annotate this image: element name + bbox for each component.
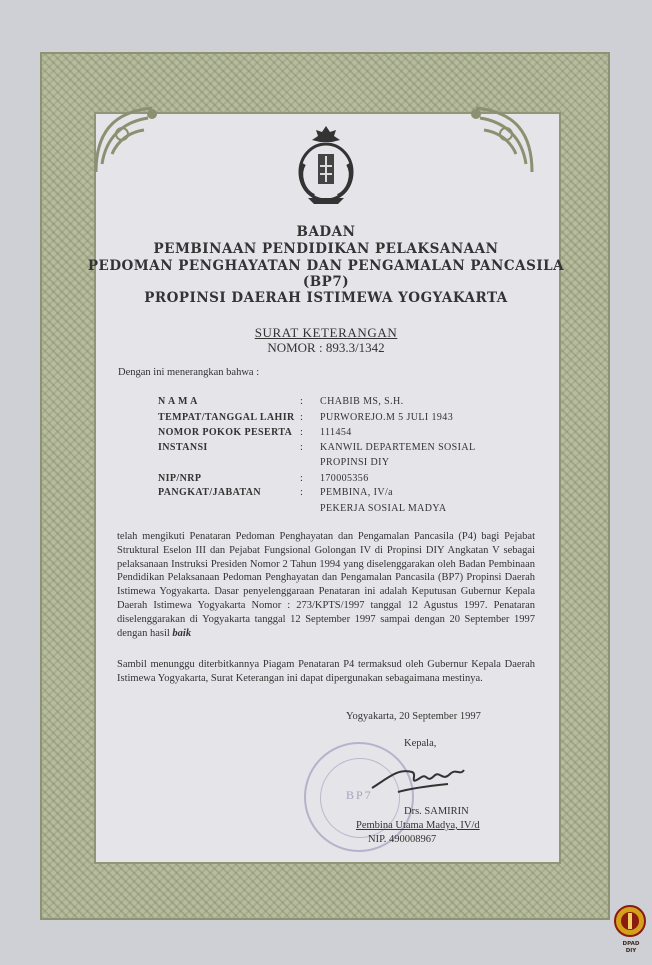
corner-ornament-top-right-icon: [454, 104, 536, 176]
place-date: Yogyakarta, 20 September 1997: [346, 711, 481, 722]
signatory-rank: Pembina Utama Madya, IV/d: [356, 820, 480, 831]
field-colon: :: [300, 473, 303, 484]
field-label-rank: PANGKAT/JABATAN: [158, 487, 262, 498]
signatory-position: Kepala,: [404, 738, 437, 749]
logo-caption-2: DIY: [625, 948, 637, 954]
field-colon: :: [300, 412, 303, 423]
header-line-4: (BP7): [302, 274, 350, 290]
field-label-institution: INSTANSI: [158, 442, 208, 453]
field-value-nip: 170005356: [320, 473, 369, 484]
field-colon: :: [300, 396, 303, 407]
logo-caption-1: DPAD: [622, 941, 640, 947]
field-value-name: CHABIB MS, S.H.: [320, 396, 404, 407]
field-label-participant-number: NOMOR POKOK PESERTA: [158, 427, 293, 438]
dpad-logo-icon: [614, 905, 646, 937]
field-colon: :: [300, 442, 303, 453]
field-value-institution-line2: PROPINSI DIY: [320, 457, 390, 468]
document-number: NOMOR : 893.3/1342: [267, 340, 385, 355]
field-colon: :: [300, 487, 303, 498]
field-value-participant-number: 111454: [320, 427, 352, 438]
intro-text: Dengan ini menerangkan bahwa :: [118, 367, 260, 378]
signatory-name: Drs. SAMIRIN: [404, 806, 469, 817]
field-value-rank: PEMBINA, IV/a: [320, 487, 393, 498]
field-label-nip: NIP/NRP: [158, 473, 202, 484]
signatory-nip: NIP. 490008967: [368, 834, 437, 845]
result-text: baik: [172, 627, 192, 639]
field-value-institution: KANWIL DEPARTEMEN SOSIAL: [320, 442, 476, 453]
body-paragraph-1-text: telah mengikuti Penataran Pedoman Penghayatan dan Pengamalan Pancasila (P4) bagi Pejabat Struktural Eselon III dan Pejabat Fungsional Golongan IV di Propinsi DIY Angkatan V sebagai pelaksanaan Instruksi Presiden Nomor 2 Tahun 1994 yang diselenggarakan oleh Badan Pembinaan Pendidikan Pelaksanaan Pedoman Penghayatan dan Pengamalan Pancasila (BP7) Propinsi Daerah Istimewa Yogyakarta. Dasar penyelenggaraan Penataran ini adalah Keputusan Gubernur Kepala Daerah Istimewa Yogyakarta Nomor : 273/KPTS/1997 tanggal 12 Agustus 1997. Penataran diselenggarakan di Yogyakarta tanggal 12 September 1997 sampai dengan 20 September 1997 dengan hasil: [117, 531, 535, 639]
header-line-1: BADAN: [296, 224, 356, 240]
document-title: SURAT KETERANGAN: [254, 325, 398, 340]
field-label-birth: TEMPAT/TANGGAL LAHIR: [158, 412, 295, 423]
dpad-logo-caption: [612, 941, 650, 955]
header-line-3: PEDOMAN PENGHAYATAN DAN PENGAMALAN PANCASILA: [87, 258, 565, 274]
field-value-birth: PURWOREJO.M 5 JULI 1943: [320, 412, 454, 423]
header-line-2: PEMBINAAN PENDIDIKAN PELAKSANAAN: [153, 241, 499, 257]
field-label-name: N A M A: [158, 396, 198, 407]
header-line-5: PROPINSI DAERAH ISTIMEWA YOGYAKARTA: [144, 290, 508, 306]
body-paragraph-1: [117, 530, 535, 640]
field-value-rank-line2: PEKERJA SOSIAL MADYA: [320, 503, 447, 514]
field-colon: :: [300, 427, 303, 438]
stamp-text: BP7: [346, 788, 373, 802]
dij-emblem-icon: [294, 124, 358, 206]
body-paragraph-2: Sambil menunggu diterbitkannya Piagam Penataran P4 termaksud oleh Gubernur Kepala Daerah Istimewa Yogyakarta, Surat Keterangan ini dapat dipergunakan sebagaimana mestinya.: [117, 659, 535, 684]
signature-scribble-icon: [368, 758, 468, 798]
corner-ornament-top-left-icon: [92, 104, 174, 176]
